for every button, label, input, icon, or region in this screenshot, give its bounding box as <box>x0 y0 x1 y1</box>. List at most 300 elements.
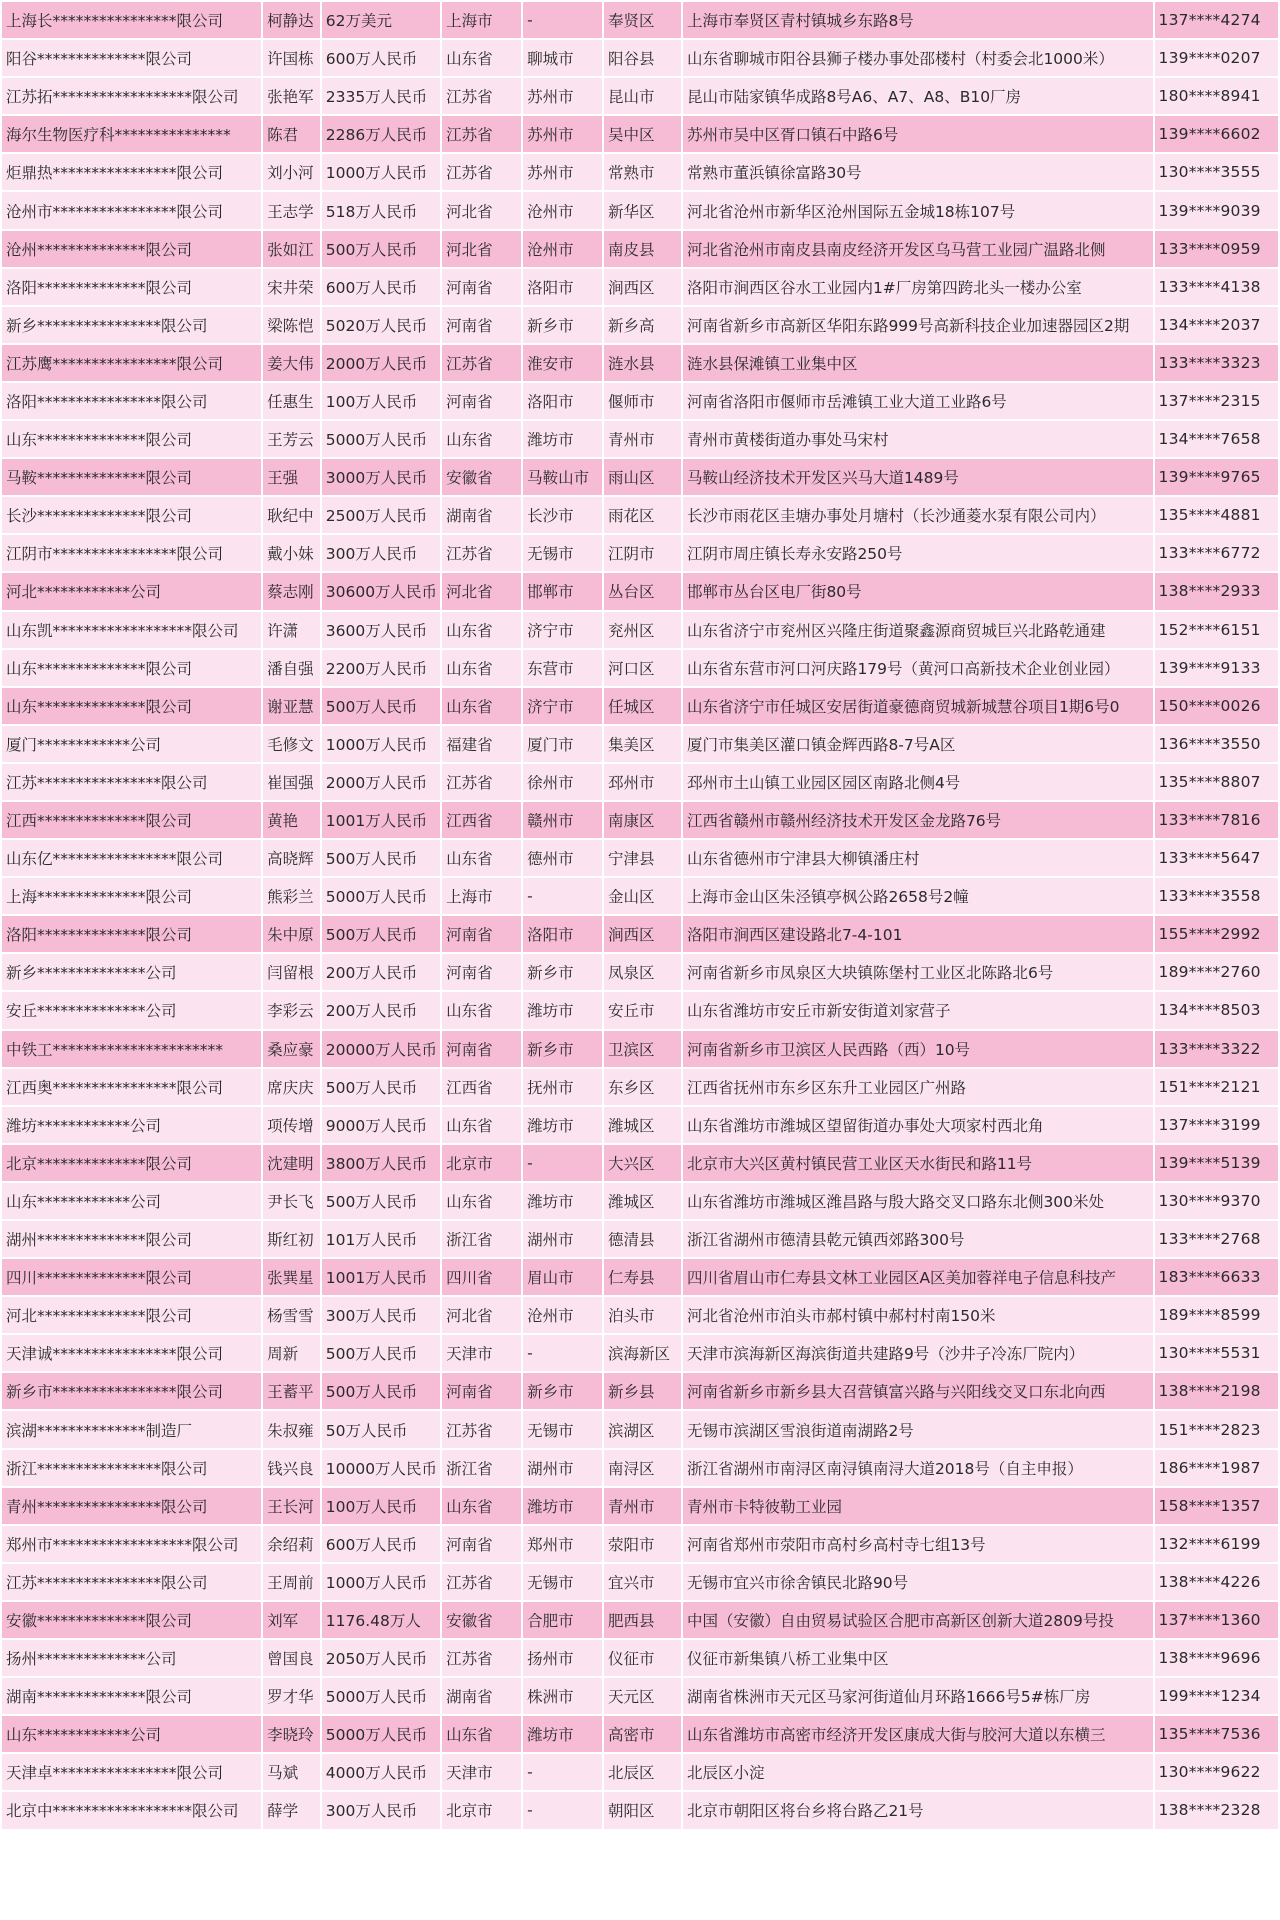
cell-province: 山东省 <box>442 1716 521 1752</box>
cell-address: 仪征市新集镇八桥工业集中区 <box>683 1640 1153 1676</box>
cell-district: 涧西区 <box>604 269 681 305</box>
cell-company-name: 长沙**************限公司 <box>2 497 261 533</box>
cell-legal-rep: 王志学 <box>263 192 320 228</box>
cell-company-name: 浙江****************限公司 <box>2 1450 261 1486</box>
cell-legal-rep: 薛学 <box>263 1792 320 1828</box>
cell-legal-rep: 宋井荣 <box>263 269 320 305</box>
cell-address: 北辰区小淀 <box>683 1754 1153 1790</box>
cell-address: 山东省潍坊市高密市经济开发区康成大街与胶河大道以东横三 <box>683 1716 1153 1752</box>
cell-district: 任城区 <box>604 688 681 724</box>
cell-province: 山东省 <box>442 840 521 876</box>
cell-legal-rep: 李晓玲 <box>263 1716 320 1752</box>
cell-district: 新乡高 <box>604 307 681 343</box>
cell-company-name: 海尔生物医疗科*************** <box>2 116 261 152</box>
cell-phone: 180****8941 <box>1155 78 1278 114</box>
cell-phone: 134****7658 <box>1155 421 1278 457</box>
cell-phone: 139****6602 <box>1155 116 1278 152</box>
cell-address: 天津市滨海新区海滨街道共建路9号（沙井子冷冻厂院内） <box>683 1335 1153 1371</box>
cell-legal-rep: 高晓辉 <box>263 840 320 876</box>
cell-city: 沧州市 <box>523 231 602 267</box>
table-row <box>2 878 1278 914</box>
cell-city: 合肥市 <box>523 1602 602 1638</box>
cell-address: 马鞍山经济技术开发区兴马大道1489号 <box>683 459 1153 495</box>
cell-registered-capital: 3000万人民币 <box>322 459 440 495</box>
cell-province: 天津市 <box>442 1335 521 1371</box>
cell-phone: 136****3550 <box>1155 726 1278 762</box>
table-row <box>2 992 1278 1028</box>
table-row <box>2 1526 1278 1562</box>
cell-province: 山东省 <box>442 650 521 686</box>
cell-company-name: 江苏拓******************限公司 <box>2 78 261 114</box>
table-row <box>2 764 1278 800</box>
cell-province: 山东省 <box>442 1107 521 1143</box>
cell-address: 四川省眉山市仁寿县文林工业园区A区美加蓉祥电子信息科技产 <box>683 1259 1153 1295</box>
cell-phone: 150****0026 <box>1155 688 1278 724</box>
cell-district: 安丘市 <box>604 992 681 1028</box>
cell-district: 南浔区 <box>604 1450 681 1486</box>
cell-company-name: 马鞍**************限公司 <box>2 459 261 495</box>
cell-province: 江苏省 <box>442 535 521 571</box>
cell-city: 长沙市 <box>523 497 602 533</box>
cell-registered-capital: 100万人民币 <box>322 1488 440 1524</box>
table-row <box>2 2 1278 38</box>
cell-legal-rep: 蔡志刚 <box>263 573 320 609</box>
cell-city: 淮安市 <box>523 345 602 381</box>
cell-address: 河南省新乡市高新区华阳东路999号高新科技企业加速器园区2期 <box>683 307 1153 343</box>
table-body <box>2 2 1278 1829</box>
table-row <box>2 383 1278 419</box>
cell-company-name: 山东**************限公司 <box>2 650 261 686</box>
cell-address: 无锡市滨湖区雪浪街道南湖路2号 <box>683 1411 1153 1447</box>
cell-district: 大兴区 <box>604 1145 681 1181</box>
cell-phone: 139****0207 <box>1155 40 1278 76</box>
cell-legal-rep: 曾国良 <box>263 1640 320 1676</box>
cell-province: 上海市 <box>442 2 521 38</box>
cell-legal-rep: 毛修文 <box>263 726 320 762</box>
table-row <box>2 1145 1278 1181</box>
table-row <box>2 1069 1278 1105</box>
cell-phone: 138****2933 <box>1155 573 1278 609</box>
cell-company-name: 新乡**************公司 <box>2 954 261 990</box>
cell-registered-capital: 9000万人民币 <box>322 1107 440 1143</box>
cell-address: 河北省沧州市新华区沧州国际五金城18栋107号 <box>683 192 1153 228</box>
cell-address: 上海市金山区朱泾镇亭枫公路2658号2幢 <box>683 878 1153 914</box>
cell-legal-rep: 斯红初 <box>263 1221 320 1257</box>
table-row <box>2 1183 1278 1219</box>
cell-phone: 155****2992 <box>1155 916 1278 952</box>
table-row <box>2 459 1278 495</box>
cell-address: 涟水县保滩镇工业集中区 <box>683 345 1153 381</box>
table-row <box>2 1564 1278 1600</box>
cell-legal-rep: 张巽星 <box>263 1259 320 1295</box>
cell-registered-capital: 2500万人民币 <box>322 497 440 533</box>
cell-city: 洛阳市 <box>523 269 602 305</box>
cell-phone: 139****9133 <box>1155 650 1278 686</box>
cell-company-name: 洛阳**************限公司 <box>2 269 261 305</box>
cell-district: 仁寿县 <box>604 1259 681 1295</box>
cell-address: 山东省潍坊市潍城区潍昌路与殷大路交叉口路东北侧300米处 <box>683 1183 1153 1219</box>
table-row <box>2 1335 1278 1371</box>
cell-legal-rep: 余绍莉 <box>263 1526 320 1562</box>
cell-district: 涧西区 <box>604 916 681 952</box>
cell-registered-capital: 500万人民币 <box>322 1069 440 1105</box>
cell-district: 新乡县 <box>604 1373 681 1409</box>
table-row <box>2 345 1278 381</box>
cell-legal-rep: 许潇 <box>263 612 320 648</box>
table-row <box>2 1031 1278 1067</box>
cell-registered-capital: 2000万人民币 <box>322 764 440 800</box>
cell-city: 新乡市 <box>523 1031 602 1067</box>
cell-city: 德州市 <box>523 840 602 876</box>
table-row <box>2 1259 1278 1295</box>
cell-company-name: 湖州**************限公司 <box>2 1221 261 1257</box>
cell-district: 集美区 <box>604 726 681 762</box>
cell-legal-rep: 沈建明 <box>263 1145 320 1181</box>
cell-company-name: 江苏****************限公司 <box>2 764 261 800</box>
table-row <box>2 840 1278 876</box>
cell-address: 邳州市土山镇工业园区园区南路北侧4号 <box>683 764 1153 800</box>
cell-registered-capital: 3800万人民币 <box>322 1145 440 1181</box>
cell-company-name: 河北************公司 <box>2 573 261 609</box>
table-row <box>2 916 1278 952</box>
cell-company-name: 江苏鹰****************限公司 <box>2 345 261 381</box>
cell-district: 青州市 <box>604 1488 681 1524</box>
cell-registered-capital: 1000万人民币 <box>322 154 440 190</box>
cell-legal-rep: 尹长飞 <box>263 1183 320 1219</box>
cell-company-name: 郑州市******************限公司 <box>2 1526 261 1562</box>
cell-province: 福建省 <box>442 726 521 762</box>
cell-phone: 183****6633 <box>1155 1259 1278 1295</box>
cell-province: 湖南省 <box>442 1678 521 1714</box>
cell-legal-rep: 王长河 <box>263 1488 320 1524</box>
cell-company-name: 潍坊************公司 <box>2 1107 261 1143</box>
cell-province: 河北省 <box>442 1297 521 1333</box>
cell-address: 浙江省湖州市南浔区南浔镇南浔大道2018号（自主申报） <box>683 1450 1153 1486</box>
cell-company-name: 沧州市****************限公司 <box>2 192 261 228</box>
cell-registered-capital: 50万人民币 <box>322 1411 440 1447</box>
cell-city: 新乡市 <box>523 954 602 990</box>
cell-address: 常熟市董浜镇徐富路30号 <box>683 154 1153 190</box>
cell-address: 河北省沧州市南皮县南皮经济开发区乌马营工业园广温路北侧 <box>683 231 1153 267</box>
cell-district: 潍城区 <box>604 1183 681 1219</box>
cell-district: 宜兴市 <box>604 1564 681 1600</box>
cell-district: 荥阳市 <box>604 1526 681 1562</box>
cell-legal-rep: 朱中原 <box>263 916 320 952</box>
table-row <box>2 573 1278 609</box>
cell-city: 潍坊市 <box>523 1183 602 1219</box>
cell-company-name: 天津卓****************限公司 <box>2 1754 261 1790</box>
cell-city: 苏州市 <box>523 78 602 114</box>
cell-city: 新乡市 <box>523 307 602 343</box>
cell-registered-capital: 3600万人民币 <box>322 612 440 648</box>
cell-province: 河北省 <box>442 192 521 228</box>
cell-district: 新华区 <box>604 192 681 228</box>
cell-province: 江西省 <box>442 1069 521 1105</box>
cell-province: 河北省 <box>442 231 521 267</box>
cell-company-name: 江西奥****************限公司 <box>2 1069 261 1105</box>
cell-city: 苏州市 <box>523 154 602 190</box>
cell-address: 河南省新乡市凤泉区大块镇陈堡村工业区北陈路北6号 <box>683 954 1153 990</box>
cell-legal-rep: 梁陈恺 <box>263 307 320 343</box>
cell-company-name: 中铁工********************** <box>2 1031 261 1067</box>
cell-legal-rep: 王强 <box>263 459 320 495</box>
cell-province: 北京市 <box>442 1792 521 1828</box>
cell-province: 河南省 <box>442 1373 521 1409</box>
cell-phone: 130****3555 <box>1155 154 1278 190</box>
cell-company-name: 山东**************限公司 <box>2 421 261 457</box>
cell-city: - <box>523 878 602 914</box>
cell-company-name: 山东************公司 <box>2 1183 261 1219</box>
cell-registered-capital: 1001万人民币 <box>322 1259 440 1295</box>
cell-phone: 139****5139 <box>1155 1145 1278 1181</box>
cell-company-name: 山东亿****************限公司 <box>2 840 261 876</box>
cell-district: 潍城区 <box>604 1107 681 1143</box>
cell-city: 洛阳市 <box>523 916 602 952</box>
cell-legal-rep: 钱兴良 <box>263 1450 320 1486</box>
cell-city: 洛阳市 <box>523 383 602 419</box>
cell-phone: 138****4226 <box>1155 1564 1278 1600</box>
cell-phone: 199****1234 <box>1155 1678 1278 1714</box>
cell-address: 浙江省湖州市德清县乾元镇西郊路300号 <box>683 1221 1153 1257</box>
cell-registered-capital: 500万人民币 <box>322 231 440 267</box>
cell-registered-capital: 5000万人民币 <box>322 421 440 457</box>
cell-province: 江苏省 <box>442 154 521 190</box>
cell-legal-rep: 项传增 <box>263 1107 320 1143</box>
table-row <box>2 78 1278 114</box>
cell-address: 青州市黄楼街道办事处马宋村 <box>683 421 1153 457</box>
cell-district: 兖州区 <box>604 612 681 648</box>
cell-company-name: 河北**************限公司 <box>2 1297 261 1333</box>
cell-address: 江西省赣州市赣州经济技术开发区金龙路76号 <box>683 802 1153 838</box>
cell-phone: 132****6199 <box>1155 1526 1278 1562</box>
cell-address: 北京市朝阳区将台乡将台路乙21号 <box>683 1792 1153 1828</box>
cell-province: 山东省 <box>442 688 521 724</box>
cell-legal-rep: 崔国强 <box>263 764 320 800</box>
table-row <box>2 497 1278 533</box>
cell-company-name: 江阴市****************限公司 <box>2 535 261 571</box>
cell-province: 山东省 <box>442 40 521 76</box>
cell-phone: 138****9696 <box>1155 1640 1278 1676</box>
cell-address: 河南省郑州市荥阳市高村乡高村寺七组13号 <box>683 1526 1153 1562</box>
table-row <box>2 1602 1278 1638</box>
cell-registered-capital: 100万人民币 <box>322 383 440 419</box>
cell-registered-capital: 5000万人民币 <box>322 1716 440 1752</box>
cell-phone: 138****2198 <box>1155 1373 1278 1409</box>
cell-company-name: 沧州**************限公司 <box>2 231 261 267</box>
table-row <box>2 1678 1278 1714</box>
cell-registered-capital: 300万人民币 <box>322 535 440 571</box>
cell-company-name: 天津诚****************限公司 <box>2 1335 261 1371</box>
cell-district: 昆山市 <box>604 78 681 114</box>
cell-province: 江苏省 <box>442 1564 521 1600</box>
cell-company-name: 安徽**************限公司 <box>2 1602 261 1638</box>
cell-company-name: 滨湖**************制造厂 <box>2 1411 261 1447</box>
cell-province: 河南省 <box>442 916 521 952</box>
cell-registered-capital: 101万人民币 <box>322 1221 440 1257</box>
cell-province: 江苏省 <box>442 764 521 800</box>
cell-phone: 151****2823 <box>1155 1411 1278 1447</box>
cell-district: 河口区 <box>604 650 681 686</box>
cell-city: 无锡市 <box>523 1564 602 1600</box>
cell-legal-rep: 闫留根 <box>263 954 320 990</box>
cell-registered-capital: 200万人民币 <box>322 992 440 1028</box>
cell-address: 江阴市周庄镇长寿永安路250号 <box>683 535 1153 571</box>
cell-phone: 151****2121 <box>1155 1069 1278 1105</box>
cell-city: 株洲市 <box>523 1678 602 1714</box>
cell-registered-capital: 1000万人民币 <box>322 1564 440 1600</box>
cell-registered-capital: 2050万人民币 <box>322 1640 440 1676</box>
table-row <box>2 1221 1278 1257</box>
cell-city: 湖州市 <box>523 1450 602 1486</box>
cell-legal-rep: 罗才华 <box>263 1678 320 1714</box>
table-row <box>2 1297 1278 1333</box>
cell-address: 山东省济宁市任城区安居街道豪德商贸城新城慧谷项目1期6号0 <box>683 688 1153 724</box>
cell-address: 无锡市宜兴市徐舍镇民北路90号 <box>683 1564 1153 1600</box>
cell-address: 山东省济宁市兖州区兴隆庄街道聚鑫源商贸城巨兴北路乾通建 <box>683 612 1153 648</box>
cell-city: 眉山市 <box>523 1259 602 1295</box>
cell-district: 滨海新区 <box>604 1335 681 1371</box>
cell-province: 山东省 <box>442 1183 521 1219</box>
cell-company-name: 扬州**************公司 <box>2 1640 261 1676</box>
cell-province: 安徽省 <box>442 1602 521 1638</box>
cell-district: 凤泉区 <box>604 954 681 990</box>
cell-province: 四川省 <box>442 1259 521 1295</box>
cell-address: 洛阳市涧西区建设路北7-4-101 <box>683 916 1153 952</box>
cell-city: 潍坊市 <box>523 1107 602 1143</box>
cell-district: 南康区 <box>604 802 681 838</box>
cell-province: 山东省 <box>442 421 521 457</box>
cell-district: 青州市 <box>604 421 681 457</box>
cell-province: 江苏省 <box>442 1411 521 1447</box>
cell-address: 中国（安徽）自由贸易试验区合肥市高新区创新大道2809号投 <box>683 1602 1153 1638</box>
cell-province: 安徽省 <box>442 459 521 495</box>
table-row <box>2 1716 1278 1752</box>
cell-phone: 139****9765 <box>1155 459 1278 495</box>
cell-city: 东营市 <box>523 650 602 686</box>
cell-address: 山东省德州市宁津县大柳镇潘庄村 <box>683 840 1153 876</box>
cell-address: 洛阳市涧西区谷水工业园内1#厂房第四跨北头一楼办公室 <box>683 269 1153 305</box>
cell-legal-rep: 桑应豪 <box>263 1031 320 1067</box>
cell-legal-rep: 熊彩兰 <box>263 878 320 914</box>
cell-registered-capital: 300万人民币 <box>322 1297 440 1333</box>
cell-address: 湖南省株洲市天元区马家河街道仙月环路1666号5#栋厂房 <box>683 1678 1153 1714</box>
cell-legal-rep: 潘自强 <box>263 650 320 686</box>
cell-company-name: 洛阳**************限公司 <box>2 916 261 952</box>
cell-registered-capital: 500万人民币 <box>322 1373 440 1409</box>
cell-phone: 135****7536 <box>1155 1716 1278 1752</box>
cell-legal-rep: 许国栋 <box>263 40 320 76</box>
cell-province: 上海市 <box>442 878 521 914</box>
cell-city: 潍坊市 <box>523 992 602 1028</box>
cell-address: 青州市卡特彼勒工业园 <box>683 1488 1153 1524</box>
cell-phone: 133****3322 <box>1155 1031 1278 1067</box>
cell-province: 江苏省 <box>442 345 521 381</box>
cell-address: 山东省潍坊市潍城区望留街道办事处大项家村西北角 <box>683 1107 1153 1143</box>
cell-city: 赣州市 <box>523 802 602 838</box>
cell-phone: 139****9039 <box>1155 192 1278 228</box>
cell-city: 邯郸市 <box>523 573 602 609</box>
cell-phone: 137****1360 <box>1155 1602 1278 1638</box>
table-row <box>2 1754 1278 1790</box>
cell-province: 河南省 <box>442 1526 521 1562</box>
cell-district: 雨花区 <box>604 497 681 533</box>
cell-district: 北辰区 <box>604 1754 681 1790</box>
cell-city: 潍坊市 <box>523 1716 602 1752</box>
cell-legal-rep: 谢亚慧 <box>263 688 320 724</box>
cell-province: 河北省 <box>442 573 521 609</box>
table-row <box>2 726 1278 762</box>
cell-legal-rep: 王芳云 <box>263 421 320 457</box>
cell-province: 山东省 <box>442 1488 521 1524</box>
cell-district: 南皮县 <box>604 231 681 267</box>
cell-phone: 137****3199 <box>1155 1107 1278 1143</box>
cell-registered-capital: 1176.48万人 <box>322 1602 440 1638</box>
cell-province: 天津市 <box>442 1754 521 1790</box>
cell-company-name: 山东**************限公司 <box>2 688 261 724</box>
table-row <box>2 154 1278 190</box>
cell-legal-rep: 刘军 <box>263 1602 320 1638</box>
cell-registered-capital: 2000万人民币 <box>322 345 440 381</box>
cell-city: 济宁市 <box>523 688 602 724</box>
cell-registered-capital: 500万人民币 <box>322 1183 440 1219</box>
cell-legal-rep: 张如江 <box>263 231 320 267</box>
cell-legal-rep: 席庆庆 <box>263 1069 320 1105</box>
cell-city: 无锡市 <box>523 535 602 571</box>
table-row <box>2 40 1278 76</box>
cell-company-name: 上海长****************限公司 <box>2 2 261 38</box>
cell-legal-rep: 黄艳 <box>263 802 320 838</box>
cell-district: 高密市 <box>604 1716 681 1752</box>
cell-phone: 152****6151 <box>1155 612 1278 648</box>
cell-phone: 133****7816 <box>1155 802 1278 838</box>
cell-city: 湖州市 <box>523 1221 602 1257</box>
cell-city: - <box>523 1145 602 1181</box>
cell-phone: 133****3323 <box>1155 345 1278 381</box>
cell-legal-rep: 陈君 <box>263 116 320 152</box>
cell-registered-capital: 4000万人民币 <box>322 1754 440 1790</box>
cell-district: 偃师市 <box>604 383 681 419</box>
cell-district: 丛台区 <box>604 573 681 609</box>
cell-province: 河南省 <box>442 954 521 990</box>
cell-address: 河北省沧州市泊头市郝村镇中郝村村南150米 <box>683 1297 1153 1333</box>
cell-phone: 134****8503 <box>1155 992 1278 1028</box>
cell-phone: 186****1987 <box>1155 1450 1278 1486</box>
cell-province: 江苏省 <box>442 1640 521 1676</box>
cell-district: 宁津县 <box>604 840 681 876</box>
cell-city: 扬州市 <box>523 1640 602 1676</box>
cell-legal-rep: 李彩云 <box>263 992 320 1028</box>
cell-address: 昆山市陆家镇华成路8号A6、A7、A8、B10厂房 <box>683 78 1153 114</box>
cell-address: 厦门市集美区灌口镇金辉西路8-7号A区 <box>683 726 1153 762</box>
cell-province: 浙江省 <box>442 1221 521 1257</box>
cell-city: 潍坊市 <box>523 421 602 457</box>
cell-registered-capital: 2335万人民币 <box>322 78 440 114</box>
cell-registered-capital: 2200万人民币 <box>322 650 440 686</box>
cell-legal-rep: 戴小妹 <box>263 535 320 571</box>
cell-legal-rep: 王周前 <box>263 1564 320 1600</box>
table-row <box>2 535 1278 571</box>
cell-company-name: 北京**************限公司 <box>2 1145 261 1181</box>
cell-company-name: 洛阳****************限公司 <box>2 383 261 419</box>
cell-phone: 133****4138 <box>1155 269 1278 305</box>
cell-company-name: 北京中******************限公司 <box>2 1792 261 1828</box>
table-row <box>2 1792 1278 1828</box>
cell-registered-capital: 600万人民币 <box>322 40 440 76</box>
cell-legal-rep: 柯静达 <box>263 2 320 38</box>
cell-legal-rep: 耿纪中 <box>263 497 320 533</box>
cell-phone: 135****4881 <box>1155 497 1278 533</box>
cell-district: 东乡区 <box>604 1069 681 1105</box>
